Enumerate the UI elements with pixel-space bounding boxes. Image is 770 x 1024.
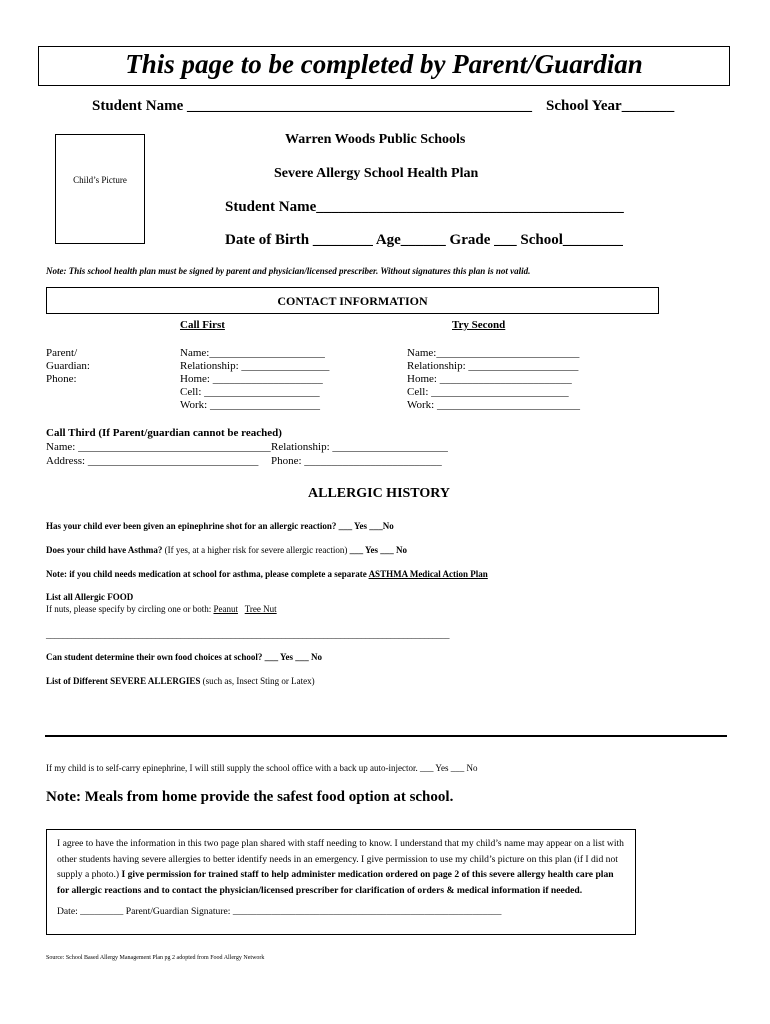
third-address-field[interactable]: Address: _______________________________ xyxy=(46,455,259,467)
consent-text: I agree to have the information in this two page plan shared with staff needing to know. I understand that my child’s name may appear on a list with other students having severe allergies to better identify needs in an emergency. I give permission to use my child’s picture on this plan (if I did not supply a photo.) xyxy=(57,838,624,881)
second-name-field[interactable]: Name:__________________________ xyxy=(407,347,580,359)
signature-requirement-note: Note: This school health plan must be signed by parent and physician/licensed prescriber. Without signatures this plan is not valid. xyxy=(46,266,531,276)
asthma-note-text: Note: if you child needs medication at school for asthma, please complete a separate xyxy=(46,569,369,579)
source-citation: Source: School Based Allergy Management Plan pg 2 adopted from Food Allergy Network xyxy=(46,955,265,961)
contact-row-labels xyxy=(46,347,90,386)
severe-allergies-label: List of Different SEVERE ALLERGIES xyxy=(46,676,201,686)
first-contact-fields xyxy=(180,347,329,412)
try-second-heading: Try Second xyxy=(452,319,506,331)
nut-options xyxy=(46,604,277,614)
nut-options-prompt: If nuts, please specify by circling one or both: xyxy=(46,604,214,614)
call-first-heading: Call First xyxy=(180,319,225,331)
tree-nut-option[interactable]: Tree Nut xyxy=(244,604,277,614)
allergic-food-heading: List all Allergic FOOD xyxy=(46,592,134,602)
third-relationship-field[interactable]: Relationship: _____________________ xyxy=(271,441,448,453)
asthma-question-label: Does your child have Asthma? xyxy=(46,545,163,555)
date-of-birth-line[interactable]: Date of Birth ________ Age______ Grade ___ School________ xyxy=(225,232,623,248)
school-year-field[interactable]: School Year_______ xyxy=(546,98,675,114)
asthma-action-plan-link[interactable]: ASTHMA Medical Action Plan xyxy=(368,569,488,579)
first-work-field[interactable]: Work: ____________________ xyxy=(180,399,320,411)
severe-allergies-list[interactable] xyxy=(46,676,315,686)
call-third-heading: Call Third (If Parent/guardian cannot be reached) xyxy=(46,427,282,439)
second-home-field[interactable]: Home: ________________________ xyxy=(407,373,572,385)
section-divider xyxy=(45,735,727,737)
district-name: Warren Woods Public Schools xyxy=(285,132,466,147)
severe-allergies-example: (such as, Insect Sting or Latex) xyxy=(200,676,315,686)
allergic-food-blank-line[interactable]: ________________________________________________________________________________________________ xyxy=(46,630,450,640)
asthma-question-detail: (If yes, at a higher risk for severe allergic reaction) xyxy=(162,545,350,555)
student-name-line[interactable]: Student Name_________________________________________ xyxy=(225,199,624,215)
first-relationship-field[interactable]: Relationship: ________________ xyxy=(180,360,330,372)
meals-note: Note: Meals from home provide the safest food option at school. xyxy=(46,789,454,805)
second-work-field[interactable]: Work: __________________________ xyxy=(407,399,580,411)
self-carry-statement[interactable]: If my child is to self-carry epinephrine, I will still supply the school office with a back up auto-injector. ___ Yes ___ No xyxy=(46,763,478,773)
page-title: This page to be completed by Parent/Guardian xyxy=(125,49,643,79)
label-phone: Phone: xyxy=(46,373,77,385)
second-contact-fields xyxy=(407,347,580,412)
child-picture-label: Child’s Picture xyxy=(73,175,127,185)
label-parent: Parent/ xyxy=(46,347,78,359)
title-box xyxy=(38,46,730,86)
third-phone-field[interactable]: Phone: _________________________ xyxy=(271,455,442,467)
asthma-answer-options[interactable]: ___ Yes ___ No xyxy=(349,545,408,555)
student-name-field[interactable]: Student Name ______________________________________________ xyxy=(92,98,533,114)
third-name-field[interactable]: Name: ___________________________________ xyxy=(46,441,271,453)
first-cell-field[interactable]: Cell: _____________________ xyxy=(180,386,320,398)
consent-box xyxy=(46,829,636,935)
label-guardian: Guardian: xyxy=(46,360,90,372)
consent-permission-text: I give permission for trained staff to help administer medication ordered on page 2 of this severe allergy health care plan for allergic reactions and to contact the physician/licensed prescriber for clarification of orders & medical information if needed. xyxy=(57,869,614,896)
food-choice-question[interactable]: Can student determine their own food choices at school? ___ Yes ___ No xyxy=(46,652,322,662)
peanut-option[interactable]: Peanut xyxy=(213,604,238,614)
epinephrine-question[interactable]: Has your child ever been given an epinephrine shot for an allergic reaction? ___ Yes ___No xyxy=(46,521,394,531)
asthma-note xyxy=(46,569,488,579)
first-name-field[interactable]: Name:_____________________ xyxy=(180,347,325,359)
asthma-question[interactable] xyxy=(46,545,407,555)
second-relationship-field[interactable]: Relationship: ____________________ xyxy=(407,360,579,372)
signature-line[interactable]: Date: _________ Parent/Guardian Signature: ________________________________________________________ xyxy=(57,906,502,918)
allergic-history-heading: ALLERGIC HISTORY xyxy=(308,486,451,501)
plan-title: Severe Allergy School Health Plan xyxy=(274,166,479,181)
contact-information-header: CONTACT INFORMATION xyxy=(46,287,659,314)
second-cell-field[interactable]: Cell: _________________________ xyxy=(407,386,569,398)
child-picture-box xyxy=(55,134,145,244)
first-home-field[interactable]: Home: ____________________ xyxy=(180,373,323,385)
